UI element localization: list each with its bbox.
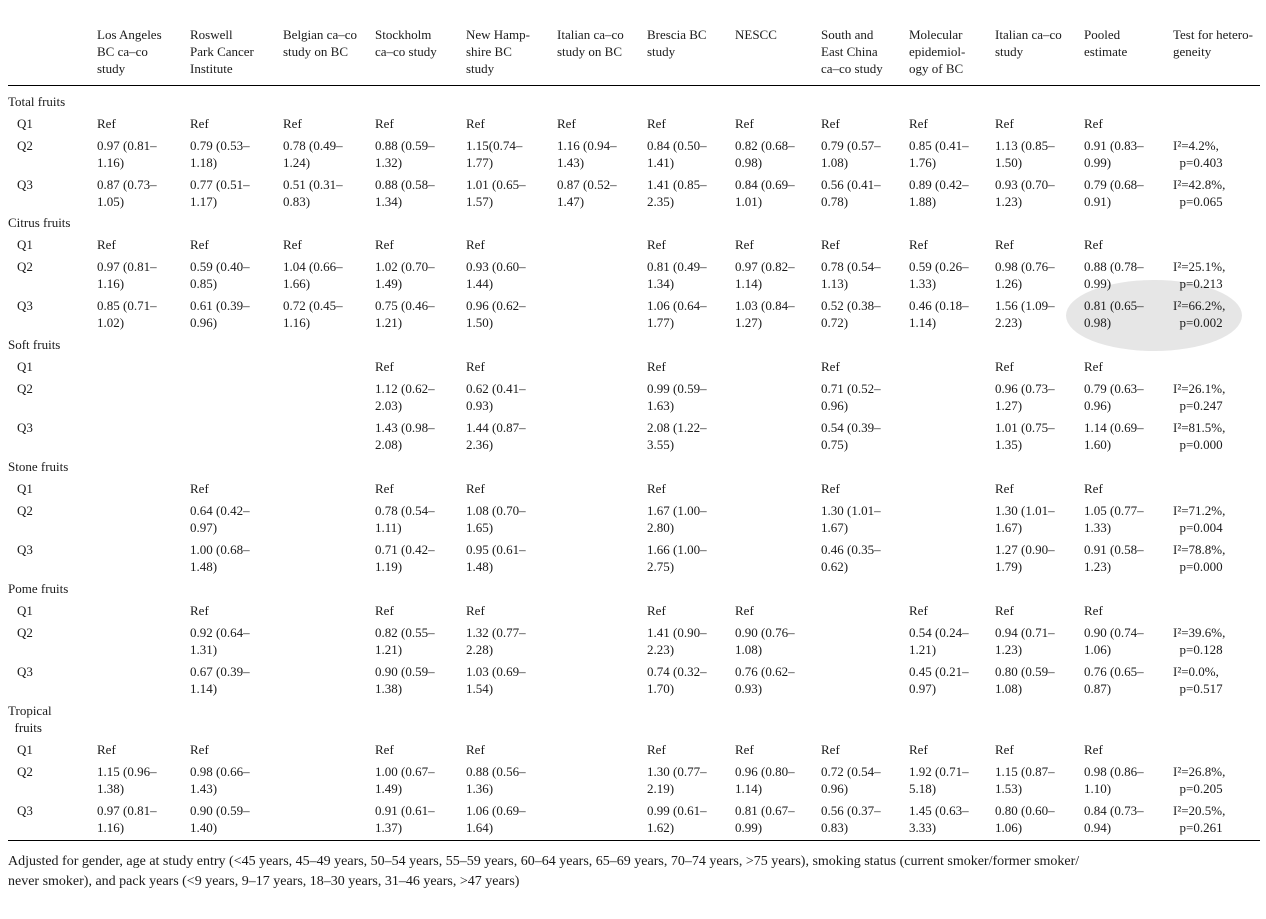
table-cell: 0.62 (0.41– 0.93) <box>466 381 526 413</box>
column-header: Stockholm ca–co study <box>375 27 437 59</box>
table-cell: 1.13 (0.85– 1.50) <box>995 138 1055 170</box>
table-cell: 0.77 (0.51– 1.17) <box>190 177 250 209</box>
section-label: Stone fruits <box>8 459 69 474</box>
table-cell: Ref <box>821 481 840 496</box>
table-cell: 1.04 (0.66– 1.66) <box>283 259 343 291</box>
table-cell: Ref <box>735 603 754 618</box>
table-cell: 1.41 (0.90– 2.23) <box>647 625 707 657</box>
table-cell: Ref <box>466 742 485 757</box>
table-cell: 0.56 (0.41– 0.78) <box>821 177 881 209</box>
table-cell: 0.79 (0.53– 1.18) <box>190 138 250 170</box>
table-cell: I²=25.1%, p=0.213 <box>1173 259 1226 291</box>
table-cell: Ref <box>375 359 394 374</box>
table-cell: 0.72 (0.45– 1.16) <box>283 298 343 330</box>
table-cell: I²=71.2%, p=0.004 <box>1173 503 1226 535</box>
table-cell: 0.45 (0.21– 0.97) <box>909 664 969 696</box>
table-cell: Ref <box>190 481 209 496</box>
table-cell: Ref <box>909 742 928 757</box>
table-cell: I²=81.5%, p=0.000 <box>1173 420 1226 452</box>
table-cell: 1.02 (0.70– 1.49) <box>375 259 435 291</box>
table-cell: 1.12 (0.62– 2.03) <box>375 381 435 413</box>
table-cell: 0.93 (0.70– 1.23) <box>995 177 1055 209</box>
table-cell: 0.87 (0.73– 1.05) <box>97 177 157 209</box>
table-cell: 0.85 (0.41– 1.76) <box>909 138 969 170</box>
table-cell: 1.41 (0.85– 2.35) <box>647 177 707 209</box>
table-cell: Ref <box>647 116 666 131</box>
table-cell: 0.80 (0.59– 1.08) <box>995 664 1055 696</box>
table-cell: 1.05 (0.77– 1.33) <box>1084 503 1144 535</box>
table-cell: 0.88 (0.78– 0.99) <box>1084 259 1144 291</box>
table-cell: Ref <box>97 116 116 131</box>
table-cell: 1.06 (0.69– 1.64) <box>466 803 526 835</box>
table-cell: 0.79 (0.57– 1.08) <box>821 138 881 170</box>
table-cell: Ref <box>190 742 209 757</box>
table-cell: Ref <box>821 359 840 374</box>
column-header: Italian ca–co study on BC <box>557 27 624 59</box>
table-cell: 0.51 (0.31– 0.83) <box>283 177 343 209</box>
table-cell: 1.56 (1.09– 2.23) <box>995 298 1055 330</box>
table-cell: 1.66 (1.00– 2.75) <box>647 542 707 574</box>
table-cell: 0.59 (0.40– 0.85) <box>190 259 250 291</box>
table-cell: Ref <box>909 116 928 131</box>
quantile-label: Q1 <box>17 237 33 252</box>
table-cell: Ref <box>735 116 754 131</box>
section-label: Citrus fruits <box>8 215 71 230</box>
table-cell: 1.03 (0.84– 1.27) <box>735 298 795 330</box>
table-cell: 0.67 (0.39– 1.14) <box>190 664 250 696</box>
column-header: South and East China ca–co study <box>821 27 883 76</box>
table-cell: 0.90 (0.74– 1.06) <box>1084 625 1144 657</box>
table-cell: Ref <box>1084 603 1103 618</box>
table-cell: Ref <box>97 237 116 252</box>
table-cell: 1.30 (1.01– 1.67) <box>995 503 1055 535</box>
table-cell: 0.96 (0.73– 1.27) <box>995 381 1055 413</box>
table-cell: 0.79 (0.68– 0.91) <box>1084 177 1144 209</box>
table-cell: 1.30 (0.77– 2.19) <box>647 764 707 796</box>
quantile-label: Q3 <box>17 420 33 435</box>
table-cell: 1.15 (0.96– 1.38) <box>97 764 157 796</box>
table-cell: Ref <box>283 116 302 131</box>
table-cell: Ref <box>821 742 840 757</box>
table-cell: 0.90 (0.76– 1.08) <box>735 625 795 657</box>
table-cell: Ref <box>735 237 754 252</box>
bottom-rule <box>8 840 1260 841</box>
table-cell: 1.08 (0.70– 1.65) <box>466 503 526 535</box>
table-cell: 0.91 (0.83– 0.99) <box>1084 138 1144 170</box>
quantile-label: Q3 <box>17 803 33 818</box>
table-cell: Ref <box>647 603 666 618</box>
table-cell: 0.99 (0.59– 1.63) <box>647 381 707 413</box>
table-cell: Ref <box>995 359 1014 374</box>
quantile-label: Q2 <box>17 764 33 779</box>
table-cell: 0.97 (0.82– 1.14) <box>735 259 795 291</box>
table-cell: I²=0.0%, p=0.517 <box>1173 664 1223 696</box>
table-cell: 0.76 (0.62– 0.93) <box>735 664 795 696</box>
table-cell: 0.64 (0.42– 0.97) <box>190 503 250 535</box>
column-header: Belgian ca–co study on BC <box>283 27 357 59</box>
table-cell: 0.89 (0.42– 1.88) <box>909 177 969 209</box>
table-cell: 0.79 (0.63– 0.96) <box>1084 381 1144 413</box>
quantile-label: Q2 <box>17 138 33 153</box>
table-cell: 0.76 (0.65– 0.87) <box>1084 664 1144 696</box>
table-cell: 0.91 (0.58– 1.23) <box>1084 542 1144 574</box>
table-cell: 0.84 (0.50– 1.41) <box>647 138 707 170</box>
table-cell: I²=66.2%, p=0.002 <box>1173 298 1226 330</box>
table-cell: 0.88 (0.58– 1.34) <box>375 177 435 209</box>
table-cell: Ref <box>1084 359 1103 374</box>
table-cell: 0.74 (0.32– 1.70) <box>647 664 707 696</box>
table-cell: Ref <box>735 742 754 757</box>
table-cell: Ref <box>190 237 209 252</box>
table-cell: Ref <box>647 481 666 496</box>
column-header: Roswell Park Cancer Institute <box>190 27 254 76</box>
table-cell: 1.15(0.74– 1.77) <box>466 138 523 170</box>
table-cell: Ref <box>909 237 928 252</box>
table-cell: 0.97 (0.81– 1.16) <box>97 138 157 170</box>
table-cell: Ref <box>647 237 666 252</box>
table-cell: 0.95 (0.61– 1.48) <box>466 542 526 574</box>
table-cell: Ref <box>283 237 302 252</box>
table-cell: 0.92 (0.64– 1.31) <box>190 625 250 657</box>
section-label: Soft fruits <box>8 337 61 352</box>
table-cell: 0.85 (0.71– 1.02) <box>97 298 157 330</box>
table-cell: 0.88 (0.59– 1.32) <box>375 138 435 170</box>
table-cell: Ref <box>466 359 485 374</box>
table-cell: 0.98 (0.76– 1.26) <box>995 259 1055 291</box>
column-header: Molecular epidemiol- ogy of BC <box>909 27 966 76</box>
table-cell: 1.44 (0.87– 2.36) <box>466 420 526 452</box>
table-cell: 0.54 (0.24– 1.21) <box>909 625 969 657</box>
table-cell: 0.94 (0.71– 1.23) <box>995 625 1055 657</box>
table-cell: Ref <box>97 742 116 757</box>
table-cell: I²=42.8%, p=0.065 <box>1173 177 1226 209</box>
table-cell: 1.06 (0.64– 1.77) <box>647 298 707 330</box>
quantile-label: Q3 <box>17 177 33 192</box>
table-cell: 0.80 (0.60– 1.06) <box>995 803 1055 835</box>
column-header: Test for hetero- geneity <box>1173 27 1253 59</box>
table-cell: Ref <box>1084 742 1103 757</box>
table-cell: 0.78 (0.54– 1.11) <box>375 503 435 535</box>
table-cell: 0.56 (0.37– 0.83) <box>821 803 881 835</box>
table-cell: Ref <box>995 116 1014 131</box>
table-cell: 1.43 (0.98– 2.08) <box>375 420 435 452</box>
table-cell: 0.75 (0.46– 1.21) <box>375 298 435 330</box>
table-cell: Ref <box>466 481 485 496</box>
table-cell: 0.82 (0.68– 0.98) <box>735 138 795 170</box>
table-footnote: Adjusted for gender, age at study entry (<45 years, 45–49 years, 50–54 years, 55–59 years, 60–64 years, 65–69 years, 70–74 years, >75 years), smoking status (current smoker/former smoker/ never smoker), and pack years (<9 years, 9–17 years, 18–30 years, 31–46 years, >47 years) <box>8 854 1080 889</box>
table-cell: Ref <box>190 116 209 131</box>
table-cell: 0.61 (0.39– 0.96) <box>190 298 250 330</box>
table-cell: I²=78.8%, p=0.000 <box>1173 542 1226 574</box>
table-cell: 1.30 (1.01– 1.67) <box>821 503 881 535</box>
table-cell: Ref <box>1084 237 1103 252</box>
table-cell: Ref <box>647 742 666 757</box>
table-cell: Ref <box>557 116 576 131</box>
table-cell: Ref <box>375 742 394 757</box>
table-cell: 0.46 (0.18– 1.14) <box>909 298 969 330</box>
table-cell: Ref <box>647 359 666 374</box>
column-header: Brescia BC study <box>647 27 707 59</box>
table-cell: 1.32 (0.77– 2.28) <box>466 625 526 657</box>
table-cell: 1.15 (0.87– 1.53) <box>995 764 1055 796</box>
table-cell: Ref <box>466 237 485 252</box>
table-cell: 0.81 (0.65– 0.98) <box>1084 298 1144 330</box>
table-cell: Ref <box>190 603 209 618</box>
table-cell: 0.87 (0.52– 1.47) <box>557 177 617 209</box>
table-cell: 1.16 (0.94– 1.43) <box>557 138 617 170</box>
table-cell: 1.03 (0.69– 1.54) <box>466 664 526 696</box>
table-cell: Ref <box>466 116 485 131</box>
table-cell: Ref <box>375 603 394 618</box>
table-cell: 0.71 (0.52– 0.96) <box>821 381 881 413</box>
table-cell: 1.67 (1.00– 2.80) <box>647 503 707 535</box>
table-cell: 0.81 (0.49– 1.34) <box>647 259 707 291</box>
table-cell: I²=26.1%, p=0.247 <box>1173 381 1226 413</box>
table-cell: Ref <box>909 603 928 618</box>
table-cell: Ref <box>995 481 1014 496</box>
table-cell: 0.96 (0.80– 1.14) <box>735 764 795 796</box>
table-cell: 0.72 (0.54– 0.96) <box>821 764 881 796</box>
table-cell: I²=39.6%, p=0.128 <box>1173 625 1226 657</box>
table-cell: 0.84 (0.73– 0.94) <box>1084 803 1144 835</box>
table-cell: Ref <box>375 237 394 252</box>
table-cell: 1.45 (0.63– 3.33) <box>909 803 969 835</box>
table-cell: 0.90 (0.59– 1.38) <box>375 664 435 696</box>
table-cell: Ref <box>375 481 394 496</box>
table-cell: I²=26.8%, p=0.205 <box>1173 764 1226 796</box>
table-cell: 0.88 (0.56– 1.36) <box>466 764 526 796</box>
table-cell: 0.59 (0.26– 1.33) <box>909 259 969 291</box>
table-cell: 1.27 (0.90– 1.79) <box>995 542 1055 574</box>
table-cell: 0.99 (0.61– 1.62) <box>647 803 707 835</box>
table-cell: 1.14 (0.69– 1.60) <box>1084 420 1144 452</box>
table-cell: 0.46 (0.35– 0.62) <box>821 542 881 574</box>
quantile-label: Q1 <box>17 742 33 757</box>
table-cell: 0.52 (0.38– 0.72) <box>821 298 881 330</box>
quantile-label: Q2 <box>17 259 33 274</box>
quantile-label: Q2 <box>17 625 33 640</box>
table-cell: 1.01 (0.75– 1.35) <box>995 420 1055 452</box>
table-cell: 0.81 (0.67– 0.99) <box>735 803 795 835</box>
table-cell: Ref <box>995 742 1014 757</box>
table-cell: 0.91 (0.61– 1.37) <box>375 803 435 835</box>
quantile-label: Q1 <box>17 359 33 374</box>
table-cell: 2.08 (1.22– 3.55) <box>647 420 707 452</box>
column-header: NESCC <box>735 27 777 42</box>
table-cell: 0.82 (0.55– 1.21) <box>375 625 435 657</box>
quantile-label: Q3 <box>17 542 33 557</box>
top-rule <box>8 85 1260 86</box>
table-cell: 0.96 (0.62– 1.50) <box>466 298 526 330</box>
table-cell: 1.00 (0.68– 1.48) <box>190 542 250 574</box>
section-label: Tropical fruits <box>8 703 52 735</box>
table-cell: 0.71 (0.42– 1.19) <box>375 542 435 574</box>
table-cell: Ref <box>821 116 840 131</box>
quantile-label: Q1 <box>17 481 33 496</box>
table-cell: I²=4.2%, p=0.403 <box>1173 138 1223 170</box>
table-cell: 0.97 (0.81– 1.16) <box>97 259 157 291</box>
table-cell: 0.93 (0.60– 1.44) <box>466 259 526 291</box>
column-header: New Hamp- shire BC study <box>466 27 530 76</box>
table-cell: Ref <box>1084 116 1103 131</box>
table-cell: 1.01 (0.65– 1.57) <box>466 177 526 209</box>
table-cell: 0.78 (0.54– 1.13) <box>821 259 881 291</box>
table-cell: Ref <box>1084 481 1103 496</box>
table-cell: 0.78 (0.49– 1.24) <box>283 138 343 170</box>
quantile-label: Q1 <box>17 116 33 131</box>
quantile-label: Q3 <box>17 298 33 313</box>
quantile-label: Q1 <box>17 603 33 618</box>
column-header: Los Angeles BC ca–co study <box>97 27 162 76</box>
table-cell: I²=20.5%, p=0.261 <box>1173 803 1226 835</box>
section-label: Pome fruits <box>8 581 69 596</box>
quantile-label: Q3 <box>17 664 33 679</box>
quantile-label: Q2 <box>17 381 33 396</box>
table-cell: 0.98 (0.86– 1.10) <box>1084 764 1144 796</box>
table-cell: 0.90 (0.59– 1.40) <box>190 803 250 835</box>
table-cell: 1.00 (0.67– 1.49) <box>375 764 435 796</box>
column-header: Italian ca–co study <box>995 27 1062 59</box>
table-cell: 0.54 (0.39– 0.75) <box>821 420 881 452</box>
table-cell: 0.98 (0.66– 1.43) <box>190 764 250 796</box>
table-cell: 0.97 (0.81– 1.16) <box>97 803 157 835</box>
table-cell: 0.84 (0.69– 1.01) <box>735 177 795 209</box>
table-cell: Ref <box>995 237 1014 252</box>
table-cell: Ref <box>466 603 485 618</box>
section-label: Total fruits <box>8 94 66 109</box>
table-cell: Ref <box>821 237 840 252</box>
table-cell: Ref <box>375 116 394 131</box>
column-header: Pooled estimate <box>1084 27 1128 59</box>
quantile-label: Q2 <box>17 503 33 518</box>
table-cell: 1.92 (0.71– 5.18) <box>909 764 969 796</box>
table-cell: Ref <box>995 603 1014 618</box>
